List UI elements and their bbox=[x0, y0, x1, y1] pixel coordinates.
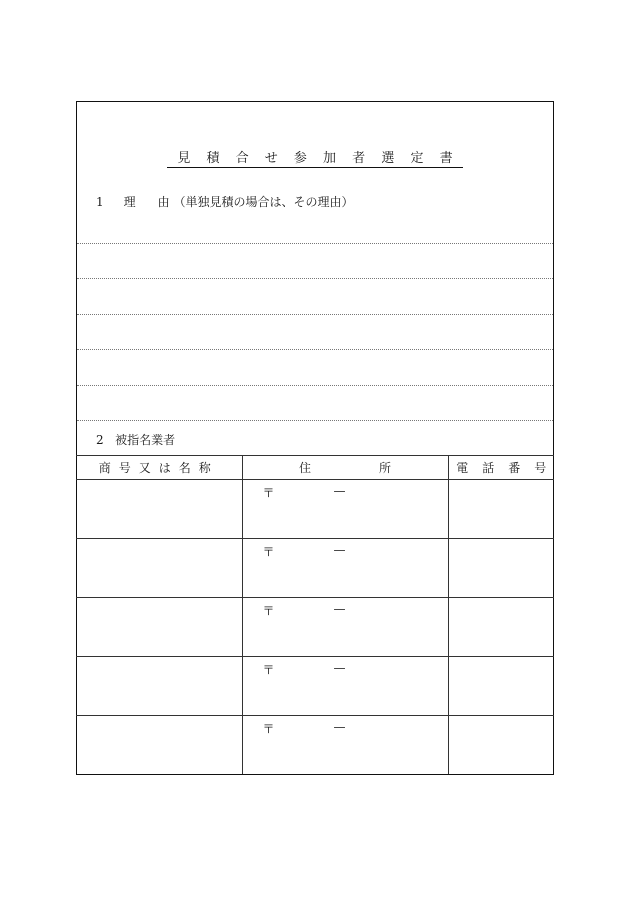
section-reason-heading: 1 理 由 （単独見積の場合は、その理由） bbox=[96, 195, 354, 209]
company-name-cell bbox=[76, 480, 242, 539]
postal-dash: — bbox=[333, 484, 346, 498]
company-name-cell bbox=[76, 716, 242, 775]
postal-mark: 〒 bbox=[262, 722, 275, 736]
table-row bbox=[76, 716, 554, 775]
postal-mark: 〒 bbox=[262, 604, 275, 618]
phone-cell bbox=[448, 480, 554, 539]
postal-mark: 〒 bbox=[262, 545, 275, 559]
reason-line bbox=[77, 314, 553, 315]
postal-dash: — bbox=[333, 661, 346, 675]
postal-dash: — bbox=[333, 720, 346, 734]
postal-mark: 〒 bbox=[262, 663, 275, 677]
address-cell bbox=[242, 598, 448, 657]
address-cell bbox=[242, 716, 448, 775]
phone-cell bbox=[448, 716, 554, 775]
company-name-cell bbox=[76, 598, 242, 657]
table-row bbox=[76, 657, 554, 716]
phone-cell bbox=[448, 598, 554, 657]
reason-line bbox=[77, 385, 553, 386]
reason-line bbox=[77, 349, 553, 350]
document-frame bbox=[76, 101, 554, 775]
header-address: 住 所 bbox=[242, 456, 448, 480]
reason-line bbox=[77, 243, 553, 244]
address-cell bbox=[242, 657, 448, 716]
vendor-table-header bbox=[76, 456, 554, 480]
section-designated-vendors-heading: 2 被指名業者 bbox=[96, 433, 176, 447]
postal-dash: — bbox=[333, 602, 346, 616]
header-company-name: 商号又は名称 bbox=[76, 456, 242, 480]
company-name-cell bbox=[76, 539, 242, 598]
table-row bbox=[76, 480, 554, 539]
vendor-table bbox=[76, 455, 554, 774]
postal-mark: 〒 bbox=[262, 486, 275, 500]
table-row bbox=[76, 598, 554, 657]
postal-dash: — bbox=[333, 543, 346, 557]
phone-cell bbox=[448, 539, 554, 598]
reason-line bbox=[77, 420, 553, 421]
document-title: 見 積 合 せ 参 加 者 選 定 書 bbox=[77, 147, 553, 166]
header-phone: 電 話 番 号 bbox=[448, 456, 554, 480]
address-cell bbox=[242, 539, 448, 598]
table-row bbox=[76, 539, 554, 598]
address-cell bbox=[242, 480, 448, 539]
company-name-cell bbox=[76, 657, 242, 716]
phone-cell bbox=[448, 657, 554, 716]
reason-line bbox=[77, 278, 553, 279]
